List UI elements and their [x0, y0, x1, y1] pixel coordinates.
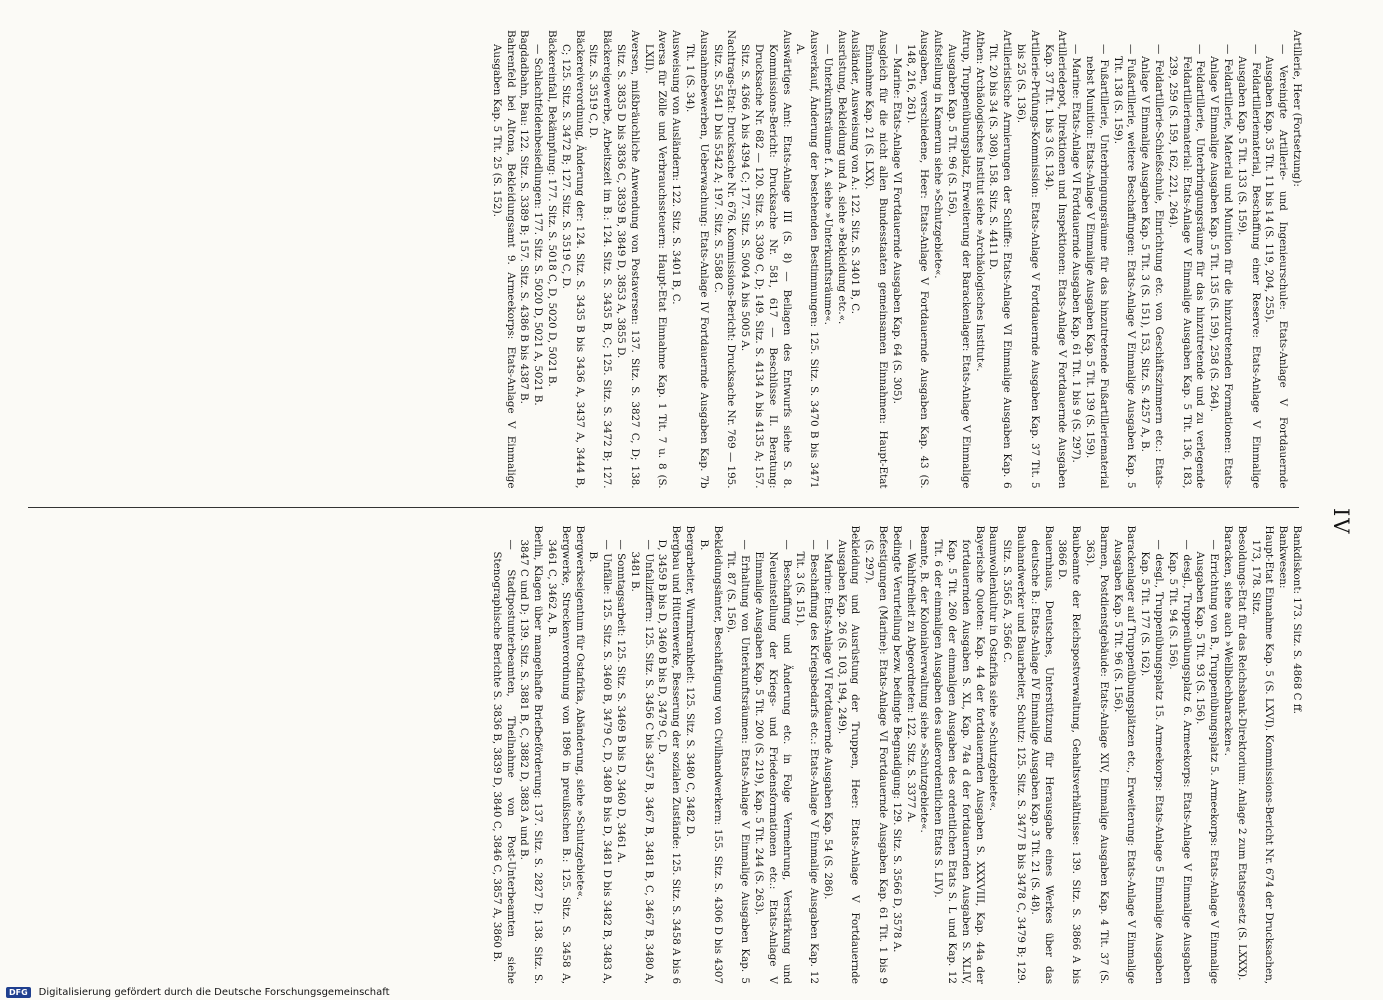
footer-text: Digitalisierung gefördert durch die Deutsche Forschungsgemeinschaft	[38, 986, 390, 998]
index-entry: — Fußartillerie, Unterbringungsräume für das hinzutretende Fußartilleriematerial nebst Munition: Etats-Anlage V Einmalige Ausgaben Kap. 5 Tit. 139 (S. 159).	[1082, 30, 1110, 489]
index-entry: — desgl., Truppenübungsplatz 15. Armeekorps: Etats-Anlage 5 Einmalige Ausgaben Kap. 5 Tit. 177 (S. 162).	[1137, 526, 1165, 985]
index-entry: Ausländer, Ausweisung von A.: 122. Sitz. S. 3401 B, C.	[849, 30, 862, 315]
digitization-footer	[0, 984, 1383, 1000]
page-number: IV	[1329, 508, 1353, 536]
index-entry: Ausgleich für die nicht allen Bundesstaaten gemeinsamen Einnahmen: Haupt-Etat Einnahme Kap. 21 (S. LXX).	[863, 30, 890, 489]
index-entry: — Marine: Etats-Anlage VI Fortdauernde Ausgaben Kap. 61 Tit. 1 bis 9 (S. 297).	[1068, 30, 1082, 489]
index-entry: Bäckereiverordnung, Änderung der: 124. Sitz. S. 3435 B bis 3436 A, 3437 A, 3444 B, C; 125. Sitz. S. 3472 B; 127. Sitz. S. 3519 C, D.	[559, 30, 586, 489]
index-entry: Ausrüstung, Bekleidung und A. siehe »Bekleidung etc.«.	[835, 30, 848, 325]
index-entry: Bankdiskont: 173. Sitz. S. 4868 C ff.	[1291, 525, 1303, 714]
index-entry: Bergarbeiter, Wurmkrankheit: 125. Sitz. S. 3480 C, 3482 D.	[683, 525, 696, 837]
index-entry: Baracken, siehe auch »Wellblechbaracken«.	[1222, 525, 1235, 756]
index-entry: — Fußartillerie, weitere Beschaffungen: Etats-Anlage V Einmalige Ausgaben Kap. 5 Tit. 138 (S. 159).	[1110, 30, 1138, 489]
column-divider	[28, 507, 1299, 508]
index-entry: — Feldartillerie-Schießschule, Einrichtung etc. von Geschäftszimmern etc.: Etats-Anlage V Einmalige Ausgaben Kap. 5 Tit. 3 (S. 151), 153, Sitz. S. 4257 A, B.	[1137, 30, 1165, 489]
index-entry: Baumwollenkultur in Ostafrika siehe »Schutzgebiete«.	[987, 525, 1000, 812]
index-entry: — Errichtung von B., Truppenübungsplatz 5. Armeekorps: Etats-Anlage V Einmalige Ausgaben Kap. 5 Tit. 93 (S. 156).	[1193, 526, 1221, 985]
index-entry: — Erhaltung von Unterkunftsräumen: Etats-Anlage V Einmalige Ausgaben Kap. 5 Tit. 87 (S. 156).	[724, 526, 752, 985]
index-entry: Ausweisung von Ausländern: 122. Sitz. S. 3401 B, C.	[670, 30, 683, 305]
index-entry: Artillerie, Heer (Fortsetzung):	[1291, 30, 1303, 187]
index-entry: Athen: Archäologisches Institut siehe »Archäologisches Institut«.	[973, 30, 986, 372]
index-entry: — desgl., Truppenübungsplatz 6. Armeekorps: Etats-Anlage V Einmalige Ausgaben Kap. 5 Tit. 94 (S. 156).	[1165, 526, 1193, 985]
index-entry: — Beschaffung des Kriegsbedarfs etc.: Etats-Anlage V Einmalige Ausgaben Kap. 12 Tit. 3 (S. 151).	[793, 526, 821, 985]
left-index-column	[20, 30, 1303, 489]
index-entry: Ausnahmebewerben, Ueberwachung: Etats-Anlage IV Fortdauernde Ausgaben Kap. 7b Tit. 1 (S. 34).	[683, 30, 710, 489]
index-entry: Berlin, Klagen über mangelhafte Briefbeförderung: 137. Sitz. S. 2827 D; 138. Sitz. S. 3847 C und D; 139. Sitz. S. 3881 B, C, 3882 D, 3883 A und B.	[518, 525, 545, 984]
dfg-logo-icon: DFG	[6, 987, 31, 998]
index-entry: Haupt-Etat Einnahme Kap. 5 (S. LXVI). Kommissions-Bericht Nr. 674 der Drucksachen, 173, 178. Sitz.	[1249, 525, 1276, 984]
index-entry: Artilleristische Armierungen der Schiffe: Etats-Anlage VI Einmalige Ausgaben Kap. 6 Tit. 20 bis 34 (S. 308). 158. Sitz. S. 4411 D.	[987, 30, 1014, 489]
index-entry: — Marine: Etats-Anlage VI Fortdauernde Ausgaben Kap. 64 (S. 305).	[889, 30, 903, 489]
index-entry: Artillerie-Prüfungs-Kommission: Etats-Anlage V Fortdauernde Ausgaben Kap. 37 Tit. 5 bis 25 (S. 136).	[1015, 30, 1041, 489]
index-entry: — Unfallziffern: 125. Sitz. S. 3456 C bis 3457 B, 3467 B, 3481 B, C, 3467 B, 3480 A, 3481 B.	[627, 526, 655, 985]
index-entry: Bauhandwerker und Bauarbeiter, Schutz: 125. Sitz. S. 3477 B bis 3478 C, 3479 B; 129. Sitz. S. 3565 A, 3566 C.	[1001, 525, 1028, 984]
index-entry: Bergbau und Hüttenwerke, Besserung der sozialen Zustände: 125. Sitz. S. 3458 A bis 6 D, 3459 B bis D, 3460 B bis D, 3479 C, D.	[656, 525, 683, 984]
index-entry: Bagdadbahn, Bau: 122. Sitz. S. 3389 B; 157. Sitz. S. 4386 B bis 4387 B.	[518, 30, 531, 404]
index-entry: — Vereinigte Artillerie- und Ingenieurschule: Etats-Anlage V Fortdauernde Ausgaben Kap. 35 Tit. 11 bis 14 (S. 119, 204, 255).	[1262, 30, 1290, 489]
index-entry: Aversen, mißbräuchliche Anwendung von Postaversen: 137. Sitz. S. 3827 C, D; 138. Sitz. S. 3835 D bis 3836 C, 3839 B, 3849 D, 3853 A, 3855 D.	[614, 30, 641, 489]
index-entry: Barmen, Postdienstgebäude: Etats-Anlage XIV, Einmalige Ausgaben Kap. 4 Tit. 37 (S. 363).	[1084, 525, 1110, 984]
index-entry: — Schlachtfeldenbesiedlungen: 177. Sitz. S. 5020 D, 5021 A, 5021 B.	[530, 30, 544, 489]
index-entry: — Unterkunftsräume f. A. siehe »Unterkunftsräume«.	[820, 30, 834, 489]
index-columns	[20, 30, 1303, 984]
index-entry: Bayerische Quoten: Kap. 44 der fortdauernden Ausgaben S. XXXVIII, Kap. 44a der fortdauernden Ausgaben S. XL, Kap. 74a d der fortdauernden Ausgaben S. XLIV, Kap. 5 Tit. 260 der einmaligen Ausgaben des ordentlichen Etats S. L und Kap. 12 Tit. 6 der einmaligen Ausgaben des außerordentlichen Etats S. LIV).	[932, 525, 986, 984]
index-entry: Bergwerke, Streckenverordnung von 1896 in preußischen B.: 125. Sitz. S. 3458 A, 3461 C, 3462 A, B.	[545, 525, 572, 984]
right-index-column	[20, 526, 1303, 985]
index-entry: — Stadtpostunterbeamten, Theilnahme von Post-Unterbeamten siehe Stenographische Berichte S. 3836 B, 3839 D, 3840 C, 3846 C, 3857 A, 3860 B.	[489, 526, 517, 985]
index-entry: Bauernhaus, Deutsches, Unterstützung für Herausgabe eines Werkes über das deutsche B.: Etats-Anlage IV Einmalige Ausgaben Kap. 3 Tit. 21 (S. 48).	[1028, 525, 1055, 984]
index-entry: Befestigungen (Marine): Etats-Anlage VI Fortdauernde Ausgaben Kap. 61 Tit. 1 bis 9 (S. 297).	[863, 525, 890, 984]
index-entry: — Sonntagsarbeit: 125. Sitz. S. 3469 B bis D, 3460 D, 3461 A.	[613, 526, 627, 985]
index-entry: Bekleidungsämter, Beschäftigung von Civilhandwerkern: 155. Sitz. S. 4306 D bis 4307 B.	[697, 525, 724, 984]
index-entry: Bankwesen:	[1277, 525, 1290, 589]
index-entry: Beamte, B. der Kolonialverwaltung siehe »Schutzgebiete«.	[918, 525, 931, 833]
index-entry: — Feldartilleriematerial, Beschaffung einer Reserve: Etats-Anlage V Einmalige Ausgaben Kap. 5 Tit. 133 (S. 159).	[1234, 30, 1262, 489]
index-entry: — Feldartillerie, Unterbringungsräume für das hinzutretende und zu verlegende Feldartilleriematerial: Etats-Anlage V Einmalige Ausgaben Kap. 5 Tit. 136, 183, 239, 259 (S. 159, 162, 221, 264).	[1165, 30, 1206, 489]
index-entry: — Unfälle: 125. Sitz. S. 3460 B, 3479 C, D, 3480 B bis D, 3481 D bis 3482 B, 3483 A, B.	[586, 526, 614, 985]
index-entry: Besoldungs-Etat für das Reichsbank-Direktorium: Anlage 2 zum Etatsgesetz (S. LXXX).	[1235, 525, 1248, 981]
index-entry: Bäckereigewerbe, Arbeitszeit im B.: 124. Sitz. S. 3435 B, C; 125. Sitz. S. 3472 B; 127. Sitz. S. 3519 C, D.	[587, 30, 614, 489]
index-entry: Barackenlager auf Truppenübungsplätzen etc., Erweiterung: Etats-Anlage V Einmalige Ausgaben Kap. 5 Tit. 96 (S. 156).	[1111, 525, 1138, 984]
index-entry: Nachtrags-Etat: Drucksache Nr. 676. Kommissions-Bericht: Drucksache Nr. 769 — 195. Sitz. S. 5541 D bis 5542 A; 197. Sitz. S. 5588 C.	[711, 30, 738, 489]
index-entry: — Wahlfreiheit zu Abgeordneten: 122. Sitz. S. 3377 A.	[903, 526, 917, 985]
index-entry: Aufstellung in Kamerun siehe »Schutzgebiete«.	[932, 30, 945, 279]
index-entry: Bekleidung und Ausrüstung der Truppen, Heer: Etats-Anlage V Fortdauernde Ausgaben Kap. 26 (S. 103, 194, 249).	[835, 525, 862, 984]
index-entry: Auswärtiges Amt: Etats-Anlage III (S. 8) — Beilagen des Entwurfs siehe S. 8. Kommissions-Bericht: Drucksache Nr. 581, 617 — Beschlüsse II. Beratung: Drucksache Nr. 682 — 120. Sitz. S. 3309 C, D; 149. Sitz. S. 4134 A bis 4135 A; 157. Sitz. S. 4366 A bis 4394 C; 177. Sitz. S. 5004 A bis 5005 A.	[739, 30, 793, 489]
index-entry: Ausgaben, verschiedene, Heer: Etats-Anlage V Fortdauernde Ausgaben Kap. 43 (S. 148, 216, 261).	[904, 30, 931, 489]
index-entry: Bahrenfeld bei Altona, Bekleidungsamt 9. Armeekorps: Etats-Anlage V Einmalige Ausgaben Kap. 5 Tit. 25 (S. 152).	[490, 30, 517, 489]
index-entry: Ausverkauf, Änderung der bestehenden Bestimmungen: 125. Sitz. S. 3470 B bis 3471 A.	[794, 30, 821, 489]
index-entry: — Marine: Etats-Anlage VI Fortdauernde Ausgaben Kap. 54 (S. 286).	[820, 526, 834, 985]
index-entry: — Feldartillerie, Material und Munition für die hinzutretenden Formationen: Etats-Anlage V Einmalige Ausgaben Kap. 5 Tit. 135 (S. 159), 258 (S. 264).	[1206, 30, 1234, 489]
index-entry: — Beschaffung und Änderung etc. in Folge Vermehrung, Verstärkung und Neueinstellung der Kriegs- und Friedensformationen etc.: Etats-Anlage V Einmalige Ausgaben Kap. 5 Tit. 200 (S. 219), Kap. 5 Tit. 244 (S. 263).	[751, 526, 792, 985]
index-entry: Artilleriedepot, Direktionen und Inspektionen: Etats-Anlage V Fortdauernde Ausgaben Kap. 37 Tit. 1 bis 3 (S. 134).	[1042, 30, 1069, 489]
index-entry: Bergwerkseigentum für Ostafrika, Abänderung, siehe »Schutzgebiete«.	[573, 525, 586, 901]
index-entry: Bedingte Verurteilung bezw. bedingte Begnadigung: 129. Sitz. S. 3566 D, 3578 A.	[890, 525, 903, 953]
index-entry: Bäckereinfall, Bekämpfung: 177. Sitz. S. 5018 C, D, 5020 D, 5021 B.	[545, 30, 558, 387]
index-entry: Atrup, Truppenübungsplatz, Erweiterung der Barackenlager: Etats-Anlage V Einmalige Ausgaben Kap. 5 Tit. 96 (S. 156).	[946, 30, 972, 489]
index-entry: Baubeamte der Reichspostverwaltung, Gehaltsverhältnisse: 139. Sitz. S. 3866 A bis 3866 D.	[1056, 525, 1083, 984]
index-entry: Aversa für Zölle und Verbrauchssteuern: Haupt-Etat Einnahme Kap. 1 Tit. 7 u. 8 (S. LXII).	[642, 30, 669, 489]
